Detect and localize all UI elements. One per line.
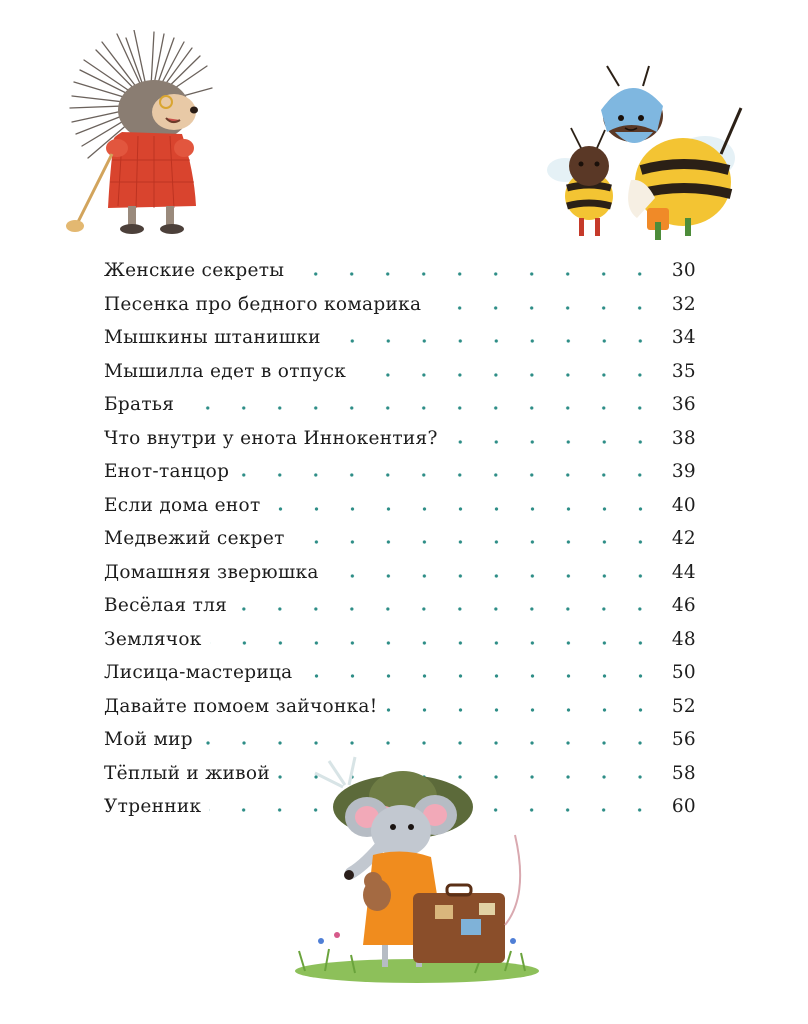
toc-entry-page: 39 bbox=[671, 461, 696, 483]
toc-entry-page: 48 bbox=[671, 628, 696, 650]
toc-entry[interactable] bbox=[104, 422, 696, 456]
toc-entry-title: Домашняя зверюшка bbox=[104, 562, 327, 583]
bees-illustration bbox=[545, 58, 750, 243]
toc-entry-page: 44 bbox=[671, 561, 696, 583]
toc-entry-title: Песенка про бедного комарика bbox=[104, 294, 429, 315]
toc-entry[interactable] bbox=[104, 623, 696, 657]
toc-entry-title: Мышкины штанишки bbox=[104, 327, 329, 348]
toc-entry-page: 50 bbox=[671, 662, 696, 684]
toc-entry[interactable] bbox=[104, 656, 696, 690]
toc-entry-title: Медвежий секрет bbox=[104, 528, 293, 549]
toc-entry-page: 32 bbox=[671, 293, 696, 315]
dot-leader bbox=[446, 438, 658, 446]
toc-entry-page: 40 bbox=[671, 494, 696, 516]
toc-entry-page: 52 bbox=[671, 695, 696, 717]
toc-entry-page: 60 bbox=[671, 796, 696, 818]
toc-entry-title: Тёплый и живой bbox=[104, 763, 278, 784]
dot-leader bbox=[237, 471, 658, 479]
toc-entry-title: Женские секреты bbox=[104, 260, 292, 281]
toc-entry-title: Лисица-мастерица bbox=[104, 662, 301, 683]
toc-entry[interactable] bbox=[104, 690, 696, 724]
table-of-contents bbox=[104, 254, 696, 824]
dot-leader bbox=[235, 605, 658, 613]
toc-entry[interactable] bbox=[104, 321, 696, 355]
toc-entry-page: 35 bbox=[671, 360, 696, 382]
toc-entry-title: Братья bbox=[104, 394, 182, 415]
toc-entry-title: Что внутри у енота Иннокентия? bbox=[104, 428, 446, 449]
toc-entry-page: 46 bbox=[671, 595, 696, 617]
toc-entry[interactable] bbox=[104, 355, 696, 389]
toc-entry[interactable] bbox=[104, 556, 696, 590]
toc-entry-title: Мышилла едет в отпуск bbox=[104, 361, 354, 382]
toc-entry[interactable] bbox=[104, 288, 696, 322]
toc-entry-title: Утренник bbox=[104, 796, 209, 817]
dot-leader bbox=[329, 337, 658, 345]
hedgehog-illustration bbox=[62, 30, 232, 242]
toc-entry-page: 34 bbox=[671, 327, 696, 349]
toc-entry-title: Если дома енот bbox=[104, 495, 269, 516]
toc-entry-page: 58 bbox=[671, 762, 696, 784]
dot-leader bbox=[210, 639, 658, 647]
toc-entry[interactable] bbox=[104, 388, 696, 422]
dot-leader bbox=[386, 706, 659, 714]
toc-entry-page: 36 bbox=[671, 394, 696, 416]
toc-entry-page: 56 bbox=[671, 729, 696, 751]
toc-entry-page: 30 bbox=[671, 260, 696, 282]
toc-entry-title: Енот-танцор bbox=[104, 461, 237, 482]
toc-entry-page: 38 bbox=[671, 427, 696, 449]
toc-entry-title: Давайте помоем зайчонка! bbox=[104, 696, 386, 717]
toc-entry[interactable] bbox=[104, 589, 696, 623]
dot-leader bbox=[301, 672, 659, 680]
dot-leader bbox=[269, 505, 658, 513]
toc-entry[interactable] bbox=[104, 254, 696, 288]
dot-leader bbox=[327, 572, 658, 580]
toc-entry[interactable] bbox=[104, 489, 696, 523]
dot-leader bbox=[429, 304, 658, 312]
dot-leader bbox=[182, 404, 658, 412]
toc-entry[interactable] bbox=[104, 455, 696, 489]
dot-leader bbox=[292, 270, 658, 278]
toc-entry-title: Весёлая тля bbox=[104, 595, 235, 616]
dot-leader bbox=[293, 538, 658, 546]
mouse-illustration bbox=[285, 745, 550, 985]
toc-entry-title: Землячок bbox=[104, 629, 210, 650]
toc-entry-page: 42 bbox=[671, 528, 696, 550]
toc-entry-title: Мой мир bbox=[104, 729, 201, 750]
toc-entry[interactable] bbox=[104, 522, 696, 556]
dot-leader bbox=[354, 371, 658, 379]
